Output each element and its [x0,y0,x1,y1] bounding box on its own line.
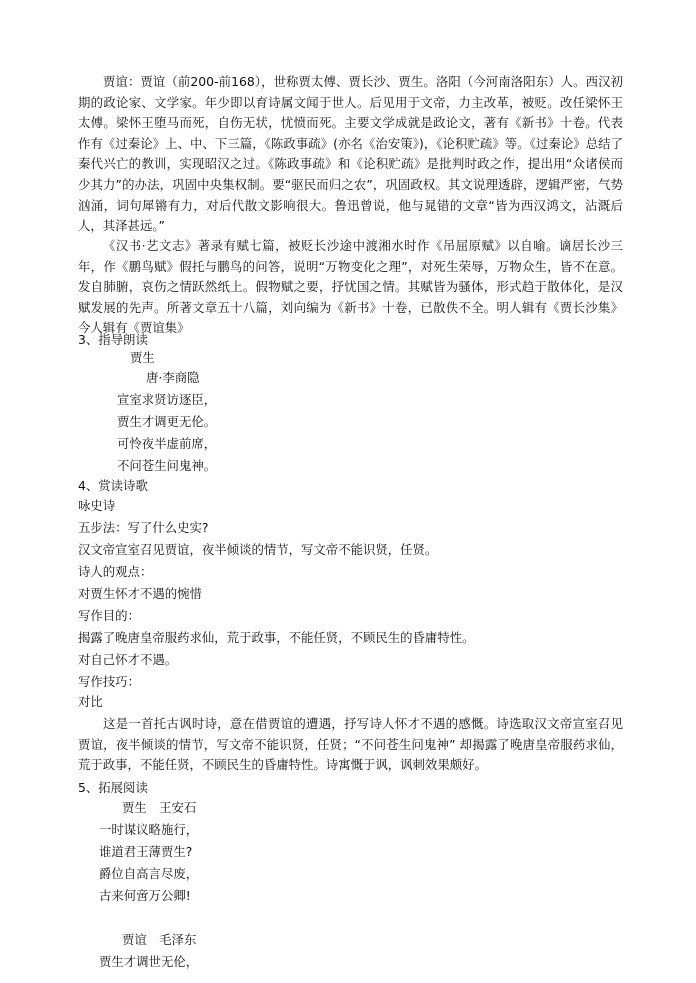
section-3-heading: 3、指导朗读 [78,332,148,347]
section-4-heading: 4、赏读诗歌 [78,478,148,493]
poem-1-line-3: 爵位自高言尽废， [99,866,199,881]
poem-1-line-4: 古来何啻万公卿! [99,888,191,903]
answer-3b: 对自己怀才不遇。 [78,652,178,667]
poem-author: 唐·李商隐 [146,370,200,385]
poem-line-1: 宣室求贤访逐臣， [117,392,217,407]
answer-2: 对贾生怀才不遇的惋惜 [78,586,202,601]
answer-3: 揭露了晚唐皇帝服药求仙，荒于政事，不能任贤，不顾民生的昏庸特性。 [78,630,475,645]
question-3: 写作目的： [78,608,140,623]
answer-4: 对比 [78,694,103,709]
poem-line-3: 可怜夜半虚前席， [117,436,217,451]
question-2: 诗人的观点： [78,564,153,579]
question-4: 写作技巧： [78,674,140,689]
poem-line-4: 不问苍生问鬼神。 [117,458,217,473]
bio-paragraph-2: 《汉书·艺文志》著录有赋七篇，被贬长沙途中渡湘水时作《吊屈原赋》以自喻。谪居长沙三年，作《鹏鸟赋》假托与鹏鸟的问答，说明“万物变化之理”，对死生荣辱，万物众生，皆不在意。发自肺腑，哀伤之情跃然纸上。假物赋之要，抒忧国之情。其赋皆为骚体，形式趋于散体化，是汉赋发展的先声。所著文章五十八篇，刘向编为《新书》十卷，已散佚不全。明人辑有《贾长沙集》今人辑有《贾谊集》 [78,238,623,336]
answer-1: 汉文帝宣室召见贾谊，夜半倾谈的情节，写文帝不能识贤，任贤。 [78,542,438,557]
poem-2-line-1: 贾生才调世无伦， [99,954,199,969]
poem-line-2: 贾生才调更无伦。 [117,414,217,429]
analysis-summary: 这是一首托古讽时诗，意在借贾谊的遭遇，抒写诗人怀才不遇的感慨。诗选取汉文帝宣室召见贾谊，夜半倾谈的情节，写文帝不能识贤，任贤；“不问苍生问鬼神” 却揭露了晚唐皇帝服药求仙，荒于政事，不能任贤，不顾民生的昏庸特性。诗寓慨于讽，讽刺效果颇好。 [78,716,623,773]
bio-paragraph-1: 贾谊：贾谊（前200-前168），世称贾太傅、贾长沙、贾生。洛阳（今河南洛阳东）人。西汉初期的政论家、文学家。年少即以育诗属文闻于世人。后见用于文帝，力主改革，被贬。改任梁怀王太傅。梁怀王堕马而死，自伤无状，忧愤而死。主要文学成就是政论文，著有《新书》十卷。代表作有《过秦论》上、中、下三篇，《陈政事疏》(亦名《治安策》)，《论积贮疏》等。《过秦论》总结了秦代兴亡的教训，实现昭汉之过。《陈政事疏》和《论积贮疏》是批判时政之作，提出用“众诸侯而少其力”的办法，巩固中央集权制。要“驱民而归之农”，巩固政权。其文说理透辟，逻辑严密，气势汹涌，词句犀锵有力，对后代散文影响很大。鲁迅曾说，他与晁错的文章“皆为西汉鸿文，沾溉后人，其泽甚远。” [78,74,623,234]
question-1: 五步法：写了什么史实? [78,520,209,535]
poem-title: 贾生 [130,350,155,365]
genre-label: 咏史诗 [78,498,116,513]
poem-2-title: 贾谊 毛泽东 [122,932,197,947]
poem-1-title: 贾生 王安石 [122,800,197,815]
section-5-heading: 5、拓展阅读 [78,780,148,795]
poem-1-line-1: 一时谋议略施行， [99,822,199,837]
poem-1-line-2: 谁道君王薄贾生? [99,844,193,859]
